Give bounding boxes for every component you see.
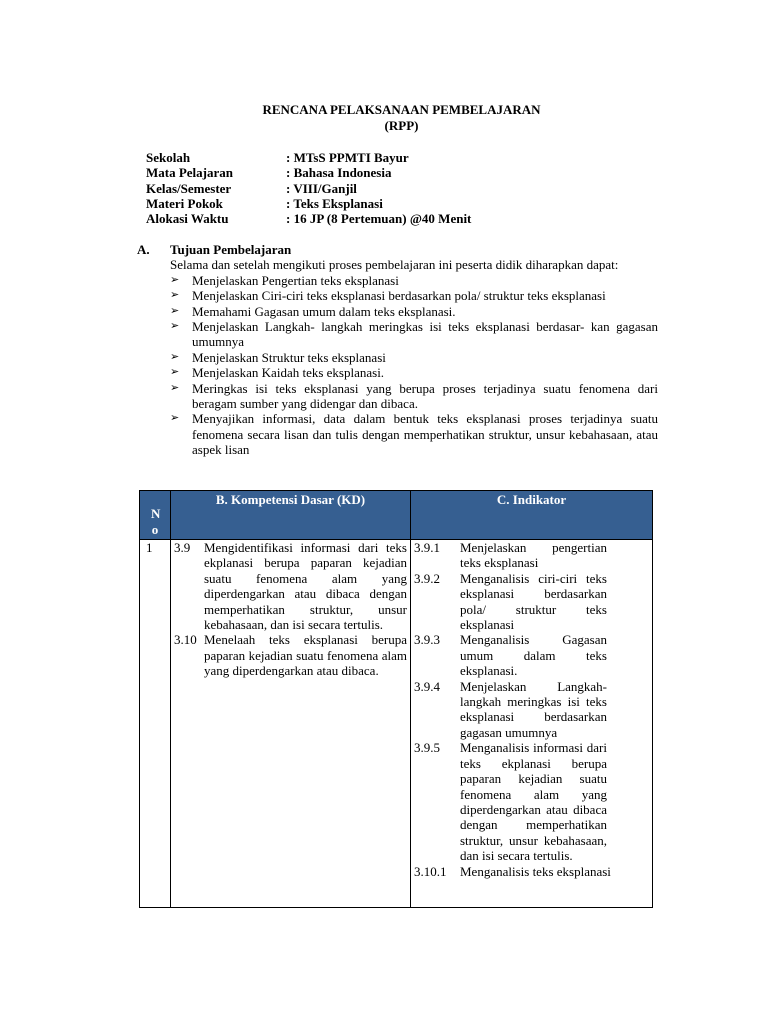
indikator-item	[414, 740, 649, 863]
indikator-item	[414, 864, 649, 879]
info-row	[146, 196, 471, 211]
list-item	[170, 304, 658, 319]
section-title: Tujuan Pembelajaran	[170, 242, 292, 257]
kd-item	[174, 632, 407, 678]
indikator-cell	[411, 540, 653, 908]
kd-cell	[171, 540, 411, 908]
info-value: : 16 JP (8 Pertemuan) @40 Menit	[286, 211, 472, 227]
section-heading	[137, 242, 658, 257]
indikator-number: 3.9.3	[414, 632, 440, 648]
list-item-text: Menjelaskan Langkah- langkah meringkas isi teks eksplanasi berdasar- kan gagasan umumnya	[192, 319, 658, 350]
info-row	[146, 181, 471, 196]
info-row	[146, 150, 471, 165]
list-item	[170, 381, 658, 412]
indikator-text: Menjelaskan pengertian teks eksplanasi	[460, 540, 607, 571]
list-item	[170, 273, 658, 288]
list-item-text: Menjelaskan Struktur teks eksplanasi	[192, 349, 386, 365]
indikator-text: Menganalisis informasi dari teks ekplanasi berupa paparan kejadian suatu fenomena alam yang diperdengarkan atau dibaca dengan memperhatikan struktur, unsur kebahasaan, dan isi secara tertulis.	[460, 740, 607, 864]
list-item-text: Menyajikan informasi, data dalam bentuk teks eksplanasi proses terjadinya suatu fenomena secara lisan dan tulis dengan memperhatikan struktur, unsur kebahasaan, atau aspek lisan	[192, 411, 658, 458]
section-letter: A.	[137, 242, 150, 257]
info-label: Alokasi Waktu	[146, 211, 229, 227]
table-header-row	[140, 491, 653, 540]
indikator-item	[414, 571, 649, 633]
section-tujuan	[137, 242, 658, 458]
title-line-2: (RPP)	[384, 117, 419, 133]
list-item-text: Menjelaskan Ciri-ciri teks eksplanasi berdasarkan pola/ struktur teks eksplanasi	[192, 288, 606, 304]
row-number	[140, 540, 171, 908]
info-value: : VIII/Ganjil	[286, 180, 357, 196]
arrow-bullet-icon: ➢	[170, 381, 180, 394]
info-row	[146, 165, 471, 180]
indikator-number: 3.9.2	[414, 570, 440, 586]
kd-text: Mengidentifikasi informasi dari teks ekplanasi berupa paparan kejadian suatu fenomena alam yang diperdengarkan atau dibaca dengan memperhatikan struktur, unsur kebahasaan, dan isi secara tertulis.	[204, 540, 407, 633]
arrow-bullet-icon: ➢	[170, 320, 180, 333]
indikator-text: Menganalisis Gagasan umum dalam teks eksplanasi.	[460, 632, 607, 679]
info-value: : MTsS PPMTI Bayur	[286, 150, 409, 165]
indikator-text: Menganalisis ciri-ciri teks eksplanasi berdasarkan pola/ struktur teks eksplanasi	[460, 570, 607, 633]
list-item	[170, 288, 658, 303]
header-no-text: N o	[151, 506, 161, 537]
header-kd: B. Kompetensi Dasar (KD)	[171, 491, 411, 540]
list-item-text: Memahami Gagasan umum dalam teks eksplanasi.	[192, 303, 456, 319]
indikator-item	[414, 679, 649, 741]
kd-item	[174, 540, 407, 632]
info-value: : Teks Eksplanasi	[286, 195, 383, 211]
arrow-bullet-icon: ➢	[170, 273, 180, 286]
section-intro: Selama dan setelah mengikuti proses pembelajaran ini peserta didik diharapkan dapat:	[170, 257, 619, 273]
info-row	[146, 211, 471, 226]
arrow-bullet-icon: ➢	[170, 304, 180, 317]
indikator-text: Menganalisis teks eksplanasi	[460, 863, 611, 879]
info-label: Materi Pokok	[146, 195, 223, 211]
section-body	[170, 257, 658, 457]
list-item-text: Menjelaskan Pengertian teks eksplanasi	[192, 272, 399, 288]
indikator-text: Menjelaskan Langkah-langkah meringkas isi teks eksplanasi berdasarkan gagasan umumnya	[460, 678, 607, 740]
kd-number: 3.10	[174, 632, 197, 648]
indikator-item	[414, 540, 649, 571]
info-label: Sekolah	[146, 150, 191, 165]
arrow-bullet-icon: ➢	[170, 350, 180, 363]
info-value: : Bahasa Indonesia	[286, 165, 392, 181]
kd-indikator-table	[139, 490, 653, 908]
indikator-number: 3.9.4	[414, 678, 440, 694]
indikator-number: 3.9.5	[414, 740, 440, 756]
indikator-number: 3.10.1	[414, 863, 447, 879]
document-title	[0, 102, 768, 133]
list-item-text: Meringkas isi teks eksplanasi yang berupa proses terjadinya suatu fenomena dari beragam sumber yang didengar dan dibaca.	[192, 380, 658, 412]
indikator-number: 3.9.1	[414, 540, 440, 555]
list-item-text: Menjelaskan Kaidah teks eksplanasi.	[192, 365, 385, 381]
list-item	[170, 365, 658, 380]
list-item	[170, 411, 658, 457]
arrow-bullet-icon: ➢	[170, 289, 180, 302]
title-line-1: RENCANA PELAKSANAAN PEMBELAJARAN	[262, 102, 541, 117]
row-number-text: 1	[146, 540, 153, 555]
kd-text: Menelaah teks eksplanasi berupa paparan kejadian suatu fenomena alam yang diperdengarkan atau dibaca.	[204, 632, 407, 679]
kd-number: 3.9	[174, 540, 191, 555]
info-label: Mata Pelajaran	[146, 165, 234, 181]
info-label: Kelas/Semester	[146, 180, 232, 196]
list-item	[170, 319, 658, 350]
list-item	[170, 350, 658, 365]
arrow-bullet-icon: ➢	[170, 412, 180, 425]
objectives-list	[170, 273, 658, 458]
indikator-item	[414, 632, 649, 678]
arrow-bullet-icon: ➢	[170, 366, 180, 379]
header-no	[140, 491, 171, 540]
table-row	[140, 540, 653, 908]
header-indikator: C. Indikator	[411, 491, 653, 540]
identity-block	[146, 150, 471, 226]
